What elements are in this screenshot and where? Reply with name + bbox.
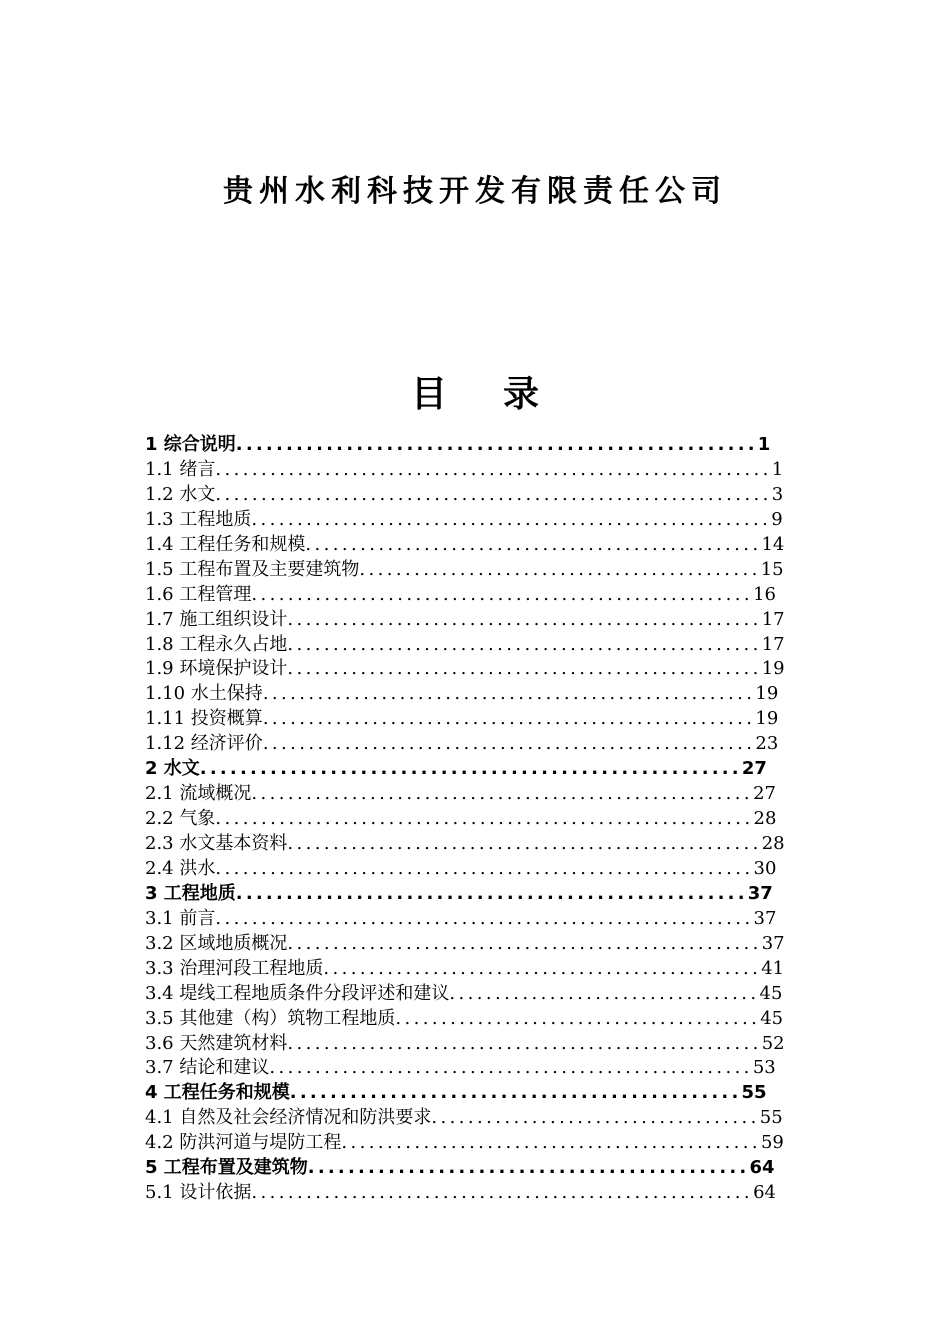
toc-entry-label: 1.8 工程永久占地: [145, 633, 288, 655]
toc-leader-dots: ...........................................................: [215, 907, 754, 929]
toc-entry[interactable]: [145, 1081, 805, 1106]
toc-entry-label: 3.2 区域地质概况: [145, 932, 288, 954]
toc-leader-dots: ............................................: [307, 1157, 750, 1179]
toc-entry[interactable]: [145, 508, 805, 533]
toc-entry[interactable]: [145, 1156, 805, 1181]
toc-entry-label: 1.10 水土保持: [145, 683, 263, 705]
toc-entry[interactable]: [145, 982, 805, 1007]
toc-leader-dots: .........................................................: [251, 508, 772, 530]
toc-entry[interactable]: [145, 707, 805, 732]
toc-entry[interactable]: [145, 558, 805, 583]
toc-entry-page: 23: [755, 733, 779, 755]
toc-entry-label: 1.1 绪言: [145, 458, 216, 480]
toc-entry-label: 3.6 天然建筑材料: [145, 1032, 288, 1054]
toc-entry-page: 3: [771, 483, 784, 505]
toc-entry-page: 45: [759, 982, 783, 1004]
toc-entry-page: 64: [749, 1157, 775, 1179]
toc-entry-page: 45: [760, 1007, 784, 1029]
toc-entry-page: 52: [761, 1032, 785, 1054]
toc-entry-label: 3.5 其他建（构）筑物工程地质: [145, 1007, 396, 1029]
toc-entry[interactable]: [145, 458, 805, 483]
toc-entry-label: 5.1 设计依据: [145, 1182, 252, 1204]
toc-leader-dots: ....................................................: [287, 1032, 762, 1054]
toc-leader-dots: ...........................................................: [215, 808, 754, 830]
toc-entry[interactable]: [145, 957, 805, 982]
toc-leader-dots: ....................................................: [287, 932, 762, 954]
toc-entry[interactable]: [145, 907, 805, 932]
toc-entry[interactable]: [145, 832, 805, 857]
toc-entry-label: 1.6 工程管理: [145, 583, 252, 605]
toc-title: [0, 370, 950, 420]
toc-entry-page: 55: [759, 1107, 783, 1129]
toc-entry-label: 1.7 施工组织设计: [145, 608, 288, 630]
toc-entry-label: 1.4 工程任务和规模: [145, 533, 306, 555]
toc-entry-label: 1.5 工程布置及主要建筑物: [145, 558, 360, 580]
toc-leader-dots: .......................................................: [251, 583, 754, 605]
toc-entry[interactable]: [145, 1032, 805, 1057]
toc-title-right: 录: [503, 374, 540, 415]
toc-entry[interactable]: [145, 1007, 805, 1032]
toc-entry-page: 19: [755, 708, 779, 730]
toc-leader-dots: ..................................................: [305, 533, 762, 555]
toc-entry[interactable]: [145, 483, 805, 508]
toc-leader-dots: .......................................................: [251, 783, 754, 805]
toc-entry[interactable]: [145, 807, 805, 832]
toc-leader-dots: ............................................: [359, 558, 761, 580]
toc-leader-dots: ........................................: [395, 1007, 761, 1029]
toc-entry[interactable]: [145, 1181, 805, 1206]
toc-entry-page: 55: [741, 1082, 767, 1104]
toc-entry-label: 1.2 水文: [145, 483, 216, 505]
toc-entry-label: 4.1 自然及社会经济情况和防洪要求: [145, 1107, 432, 1129]
toc-leader-dots: ......................................................: [262, 708, 756, 730]
toc-entry-label: 1 综合说明: [145, 434, 236, 455]
toc-entry-page: 64: [753, 1182, 776, 1204]
toc-entry-page: 27: [741, 758, 767, 780]
toc-entry-page: 1: [757, 434, 771, 455]
toc-entry-label: 2.1 流域概况: [145, 783, 252, 805]
toc-entry[interactable]: [145, 583, 805, 608]
toc-entry[interactable]: [145, 433, 805, 458]
toc-leader-dots: ..............................................: [341, 1132, 761, 1154]
toc-entry-page: 19: [755, 683, 779, 705]
toc-leader-dots: ....................................................: [287, 633, 762, 655]
toc-entry[interactable]: [145, 533, 805, 558]
toc-leader-dots: .....................................................: [269, 1057, 753, 1079]
toc-entry-label: 1.9 环境保护设计: [145, 658, 288, 680]
toc-leader-dots: ....................................................: [287, 608, 762, 630]
toc-leader-dots: ..................................: [449, 982, 760, 1004]
toc-entry-label: 5 工程布置及建筑物: [145, 1157, 308, 1179]
toc-entry-page: 16: [753, 583, 776, 605]
toc-entry[interactable]: [145, 1056, 805, 1081]
toc-leader-dots: ....................................................: [235, 434, 758, 455]
toc-entry-label: 4.2 防洪河道与堤防工程: [145, 1132, 342, 1154]
toc-entry-label: 2.3 水文基本资料: [145, 833, 288, 854]
toc-entry-label: 2.2 气象: [145, 808, 216, 830]
toc-entry[interactable]: [145, 657, 805, 682]
toc-leader-dots: ......................................................: [262, 683, 756, 705]
toc-entry-page: 17: [761, 633, 785, 655]
toc-leader-dots: ....................................: [431, 1107, 760, 1129]
toc-entry[interactable]: [145, 932, 805, 957]
toc-entry[interactable]: [145, 782, 805, 807]
toc-leader-dots: .......................................................: [251, 1182, 754, 1204]
toc-leader-dots: .............................................: [289, 1082, 742, 1104]
toc-entry-page: 41: [761, 957, 785, 979]
toc-entry-page: 27: [753, 783, 776, 805]
toc-entry-page: 17: [761, 608, 785, 630]
toc-entry[interactable]: [145, 633, 805, 658]
toc-entry-page: 30: [753, 857, 777, 879]
table-of-contents: [145, 433, 805, 1206]
toc-entry-label: 1.11 投资概算: [145, 708, 263, 730]
toc-entry-label: 3 工程地质: [145, 882, 236, 904]
toc-leader-dots: .............................................................: [215, 458, 772, 480]
toc-entry[interactable]: [145, 757, 805, 782]
toc-entry-label: 4 工程任务和规模: [145, 1082, 290, 1104]
toc-leader-dots: ....................................................: [287, 833, 762, 854]
toc-entry[interactable]: [145, 1106, 805, 1131]
toc-entry-label: 3.1 前言: [145, 907, 216, 929]
toc-entry-page: 37: [761, 932, 785, 954]
toc-entry-label: 3.4 堤线工程地质条件分段评述和建议: [145, 982, 450, 1004]
toc-entry-page: 37: [753, 907, 777, 929]
toc-leader-dots: ................................................: [323, 957, 762, 979]
toc-entry-page: 1: [771, 458, 784, 480]
toc-entry[interactable]: [145, 1131, 805, 1156]
toc-entry-page: 19: [761, 658, 785, 680]
toc-entry-page: 15: [760, 558, 784, 580]
toc-entry[interactable]: [145, 857, 805, 882]
toc-entry-label: 3.7 结论和建议: [145, 1057, 270, 1079]
toc-leader-dots: ....................................................: [287, 658, 762, 680]
toc-entry[interactable]: [145, 882, 805, 907]
toc-entry-label: 3.3 治理河段工程地质: [145, 957, 324, 979]
company-name: 贵州水利科技开发有限责任公司: [223, 174, 727, 209]
toc-entry-page: 53: [752, 1057, 776, 1079]
toc-entry-page: 37: [747, 882, 773, 904]
toc-leader-dots: ......................................................: [262, 733, 756, 755]
toc-entry-page: 59: [760, 1132, 784, 1154]
toc-entry-label: 1.12 经济评价: [145, 733, 263, 755]
toc-entry[interactable]: [145, 732, 805, 757]
toc-leader-dots: ...........................................................: [215, 857, 754, 879]
toc-entry-page: 9: [771, 508, 783, 530]
toc-entry[interactable]: [145, 682, 805, 707]
toc-entry-page: 28: [761, 833, 785, 854]
toc-entry-label: 2.4 洪水: [145, 857, 216, 879]
toc-entry-page: 28: [753, 808, 777, 830]
toc-entry-label: 1.3 工程地质: [145, 508, 252, 530]
toc-leader-dots: ...................................................: [235, 882, 748, 904]
toc-leader-dots: .............................................................: [215, 483, 772, 505]
toc-title-left: 目: [410, 374, 447, 415]
toc-leader-dots: ......................................................: [199, 758, 742, 780]
toc-entry-page: 14: [761, 533, 785, 555]
toc-entry-label: 2 水文: [145, 758, 200, 780]
toc-entry[interactable]: [145, 608, 805, 633]
